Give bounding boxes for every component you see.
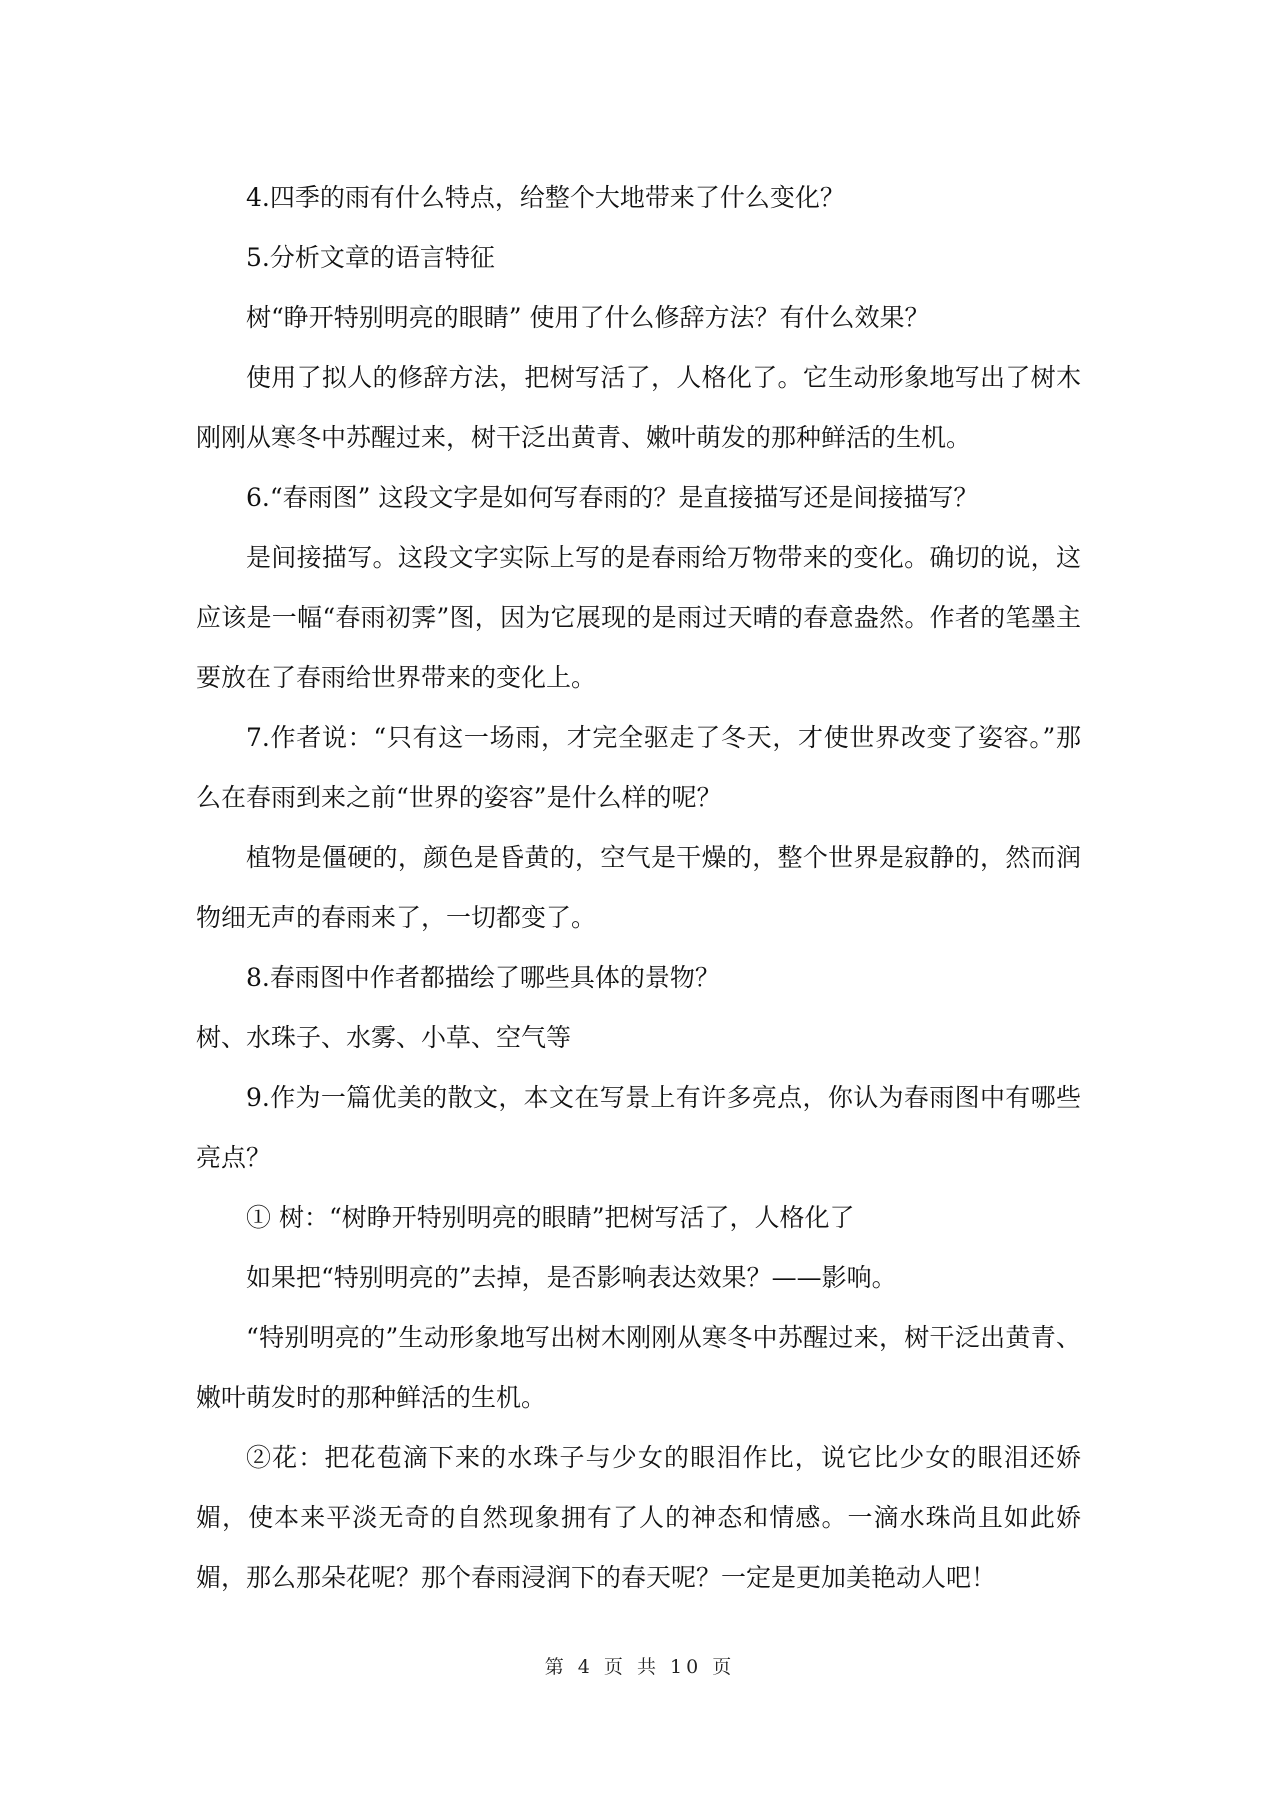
question-5: 5.分析文章的语言特征 <box>246 243 495 272</box>
answer-9-tree-question: 如果把“特别明亮的”去掉，是否影响表达效果？——影响。 <box>246 1263 897 1292</box>
answer-9-tree: ① 树：“树睁开特别明亮的眼睛”把树写活了，人格化了 <box>246 1203 855 1232</box>
answer-5: 使用了拟人的修辞方法，把树写活了，人格化了。它生动形象地写出了树木刚刚从寒冬中苏醒过来，树干泛出黄青、嫩叶萌发的那种鲜活的生机。 <box>196 363 1081 452</box>
question-9: 9.作为一篇优美的散文，本文在写景上有许多亮点，你认为春雨图中有哪些亮点？ <box>196 1083 1081 1172</box>
page-footer: 第 4 页 共 10 页 <box>544 1656 736 1678</box>
answer-9-flower: ②花：把花苞滴下来的水珠子与少女的眼泪作比，说它比少女的眼泪还娇媚，使本来平淡无奇的自然现象拥有了人的神态和情感。一滴水珠尚且如此娇媚，那么那朵花呢？那个春雨浸润下的春天呢？一定是更加美艳动人吧！ <box>196 1443 1081 1592</box>
question-6: 6.“春雨图” 这段文字是如何写春雨的？是直接描写还是间接描写？ <box>246 483 979 512</box>
answer-9-tree-effect: “特别明亮的”生动形象地写出树木刚刚从寒冬中苏醒过来，树干泛出黄青、嫩叶萌发时的那种鲜活的生机。 <box>196 1323 1081 1412</box>
document-body <box>196 168 1081 1608</box>
question-4: 4.四季的雨有什么特点，给整个大地带来了什么变化？ <box>246 183 845 212</box>
answer-6: 是间接描写。这段文字实际上写的是春雨给万物带来的变化。确切的说，这应该是一幅“春雨初霁”图，因为它展现的是雨过天晴的春意盎然。作者的笔墨主要放在了春雨给世界带来的变化上。 <box>196 543 1081 692</box>
question-5-sub: 树“睁开特别明亮的眼睛” 使用了什么修辞方法？有什么效果？ <box>246 303 930 332</box>
answer-8: 树、水珠子、水雾、小草、空气等 <box>196 1023 572 1052</box>
question-7: 7.作者说：“只有这一场雨，才完全驱走了冬天，才使世界改变了姿容。”那么在春雨到来之前“世界的姿容”是什么样的呢？ <box>196 723 1081 812</box>
answer-7: 植物是僵硬的，颜色是昏黄的，空气是干燥的，整个世界是寂静的，然而润物细无声的春雨来了，一切都变了。 <box>196 843 1081 932</box>
question-8: 8.春雨图中作者都描绘了哪些具体的景物？ <box>246 963 720 992</box>
